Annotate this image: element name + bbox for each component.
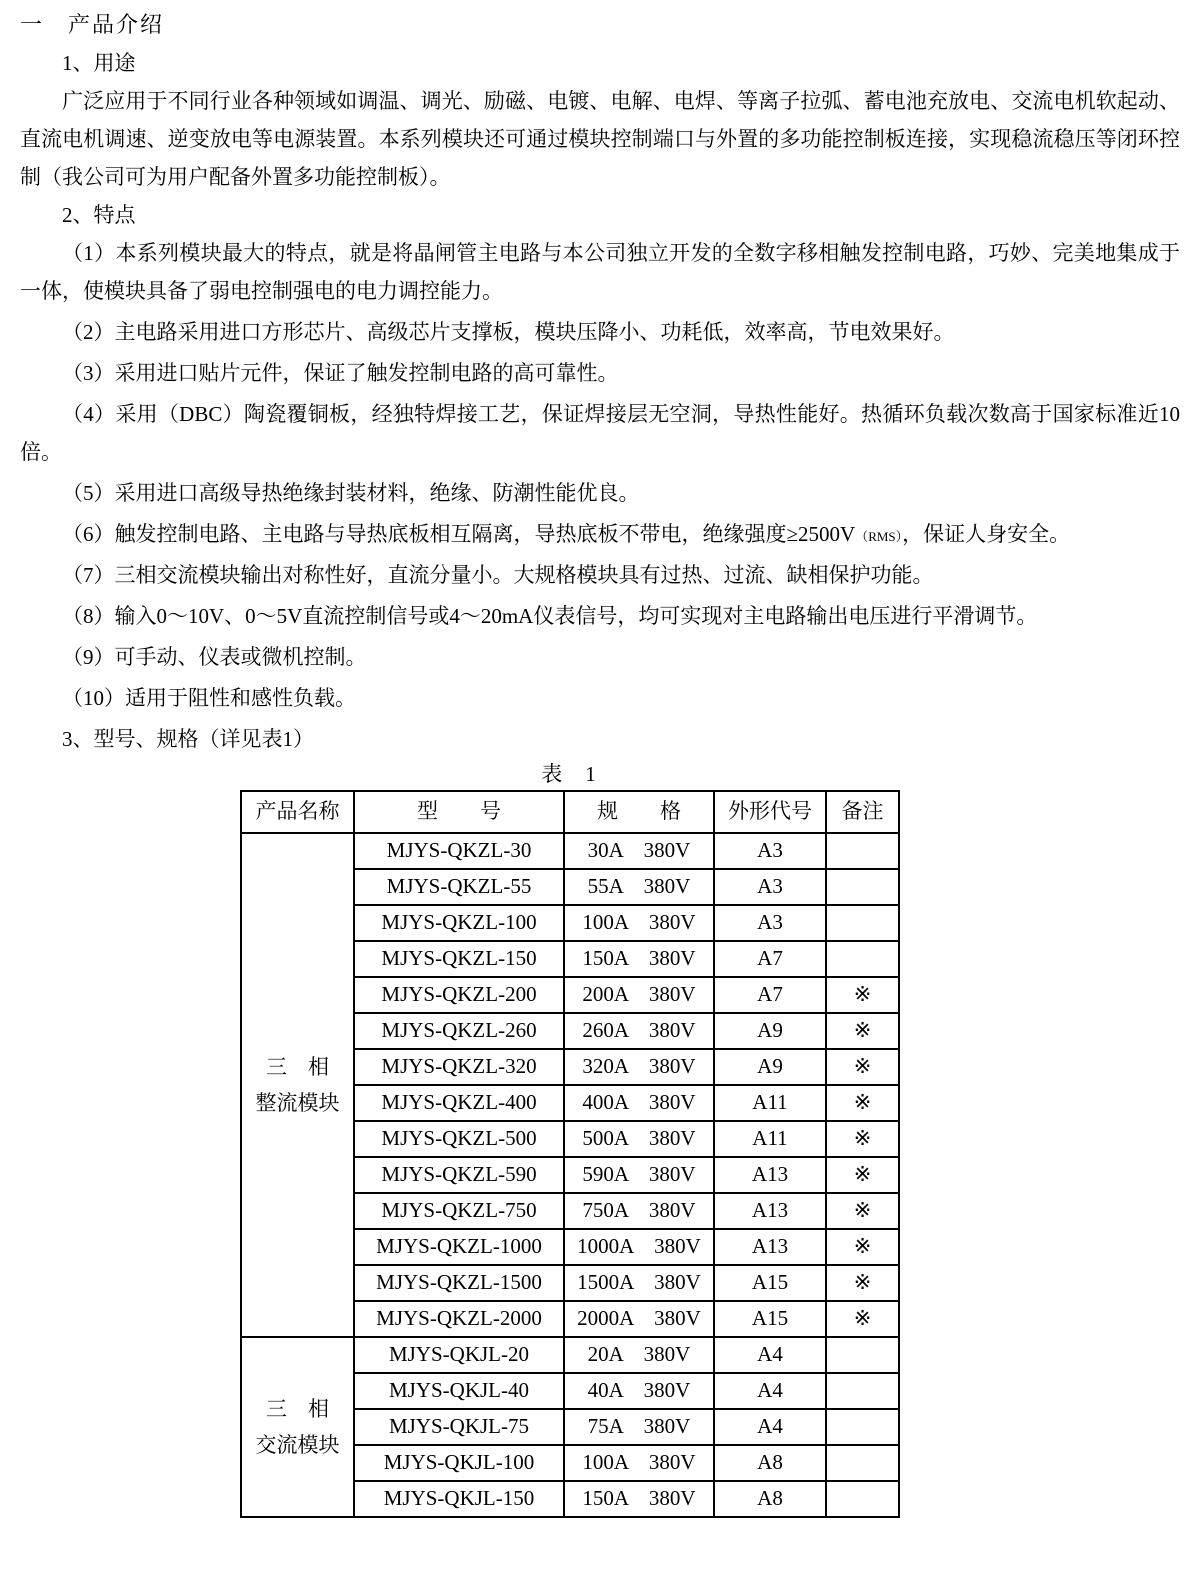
code-cell: A15 [714,1265,826,1301]
spec-cell: 1500A 380V [564,1265,714,1301]
note-cell: ※ [826,1301,899,1337]
table-row [241,833,899,869]
spec-cell: 200A 380V [564,977,714,1013]
code-cell: A3 [714,869,826,905]
feature-item-1: （1）本系列模块最大的特点，就是将晶闸管主电路与本公司独立开发的全数字移相触发控制电路，巧妙、完美地集成于一体，使模块具备了弱电控制强电的电力调控能力。 [20,241,1180,303]
note-cell [826,1373,899,1409]
feature-item-7: （7）三相交流模块输出对称性好，直流分量小。大规格模块具有过热、过流、缺相保护功能。 [62,563,934,587]
table-row [241,1337,899,1373]
note-cell: ※ [826,977,899,1013]
col-header-spec: 规 格 [564,791,714,833]
table-header-row [241,791,899,833]
feature-item-10: （10）适用于阻性和感性负载。 [62,686,356,710]
code-cell: A4 [714,1337,826,1373]
model-cell: MJYS-QKZL-30 [354,833,564,869]
model-cell: MJYS-QKZL-750 [354,1193,564,1229]
spec-cell: 1000A 380V [564,1229,714,1265]
model-cell: MJYS-QKZL-200 [354,977,564,1013]
spec-table [240,790,900,1518]
product-group-ac: 三 相 交流模块 [241,1337,354,1517]
note-cell [826,1337,899,1373]
feature-item-2: （2）主电路采用进口方形芯片、高级芯片支撑板，模块压降小、功耗低，效率高，节电效果好。 [62,320,955,344]
spec-cell: 2000A 380V [564,1301,714,1337]
col-header-code: 外形代号 [714,791,826,833]
spec-cell: 150A 380V [564,941,714,977]
spec-cell: 320A 380V [564,1049,714,1085]
note-cell [826,869,899,905]
spec-cell: 500A 380V [564,1121,714,1157]
code-cell: A9 [714,1049,826,1085]
note-cell: ※ [826,1085,899,1121]
model-cell: MJYS-QKZL-1000 [354,1229,564,1265]
feature-item-4: （4）采用（DBC）陶瓷覆铜板，经独特焊接工艺，保证焊接层无空洞，导热性能好。热循环负载次数高于国家标准近10倍。 [20,402,1180,464]
code-cell: A4 [714,1409,826,1445]
note-cell: ※ [826,1121,899,1157]
spec-cell: 260A 380V [564,1013,714,1049]
code-cell: A3 [714,833,826,869]
model-cell: MJYS-QKZL-2000 [354,1301,564,1337]
spec-cell: 30A 380V [564,833,714,869]
note-cell [826,1481,899,1517]
model-cell: MJYS-QKZL-1500 [354,1265,564,1301]
model-cell: MJYS-QKJL-100 [354,1445,564,1481]
note-cell [826,1409,899,1445]
note-cell: ※ [826,1157,899,1193]
model-cell: MJYS-QKZL-260 [354,1013,564,1049]
spec-cell: 590A 380V [564,1157,714,1193]
model-cell: MJYS-QKJL-150 [354,1481,564,1517]
spec-cell: 150A 380V [564,1481,714,1517]
note-cell [826,1445,899,1481]
section-title-features: 2、特点 [62,203,136,227]
code-cell: A4 [714,1373,826,1409]
model-cell: MJYS-QKZL-590 [354,1157,564,1193]
note-cell [826,941,899,977]
col-header-product: 产品名称 [241,791,354,833]
spec-cell: 75A 380V [564,1409,714,1445]
feature-item-5: （5）采用进口高级导热绝缘封装材料，绝缘、防潮性能优良。 [62,481,640,505]
note-cell: ※ [826,1013,899,1049]
code-cell: A13 [714,1193,826,1229]
note-cell: ※ [826,1265,899,1301]
spec-cell: 55A 380V [564,869,714,905]
model-cell: MJYS-QKZL-55 [354,869,564,905]
code-cell: A3 [714,905,826,941]
model-cell: MJYS-QKZL-400 [354,1085,564,1121]
spec-table-block [240,758,898,1518]
code-cell: A7 [714,977,826,1013]
note-cell: ※ [826,1229,899,1265]
spec-cell: 400A 380V [564,1085,714,1121]
code-cell: A8 [714,1445,826,1481]
code-cell: A8 [714,1481,826,1517]
section-title-usage: 1、用途 [62,51,136,75]
usage-paragraph: 广泛应用于不同行业各种领域如调温、调光、励磁、电镀、电解、电焊、等离子拉弧、蓄电池充放电、交流电机软起动、直流电机调速、逆变放电等电源装置。本系列模块还可通过模块控制端口与外置的多功能控制板连接，实现稳流稳压等闭环控制（我公司可为用户配备外置多功能控制板）。 [20,89,1180,189]
code-cell: A7 [714,941,826,977]
spec-cell: 100A 380V [564,905,714,941]
model-cell: MJYS-QKJL-40 [354,1373,564,1409]
code-cell: A11 [714,1121,826,1157]
spec-cell: 20A 380V [564,1337,714,1373]
feature-item-8: （8）输入0～10V、0～5V直流控制信号或4～20mA仪表信号，均可实现对主电路输出电压进行平滑调节。 [62,604,1038,628]
code-cell: A15 [714,1301,826,1337]
spec-cell: 100A 380V [564,1445,714,1481]
section-title-models: 3、型号、规格（详见表1） [62,727,314,751]
spec-cell: 750A 380V [564,1193,714,1229]
code-cell: A13 [714,1229,826,1265]
model-cell: MJYS-QKZL-320 [354,1049,564,1085]
feature-item-9: （9）可手动、仪表或微机控制。 [62,645,367,669]
code-cell: A11 [714,1085,826,1121]
model-cell: MJYS-QKZL-150 [354,941,564,977]
table-title: 表 1 [541,762,597,786]
code-cell: A9 [714,1013,826,1049]
feature-item-3: （3）采用进口贴片元件，保证了触发控制电路的高可靠性。 [62,361,619,385]
document-heading: 一 产品介绍 [20,12,165,37]
model-cell: MJYS-QKZL-100 [354,905,564,941]
product-group-rectifier: 三 相 整流模块 [241,833,354,1337]
feature-item-6: （6）触发控制电路、主电路与导热底板相互隔离，导热底板不带电，绝缘强度≥2500V（RMS），保证人身安全。 [62,522,1071,546]
model-cell: MJYS-QKJL-75 [354,1409,564,1445]
note-cell [826,833,899,869]
code-cell: A13 [714,1157,826,1193]
spec-cell: 40A 380V [564,1373,714,1409]
model-cell: MJYS-QKJL-20 [354,1337,564,1373]
col-header-note: 备注 [826,791,899,833]
model-cell: MJYS-QKZL-500 [354,1121,564,1157]
note-cell: ※ [826,1193,899,1229]
note-cell [826,905,899,941]
col-header-model: 型 号 [354,791,564,833]
rms-subscript: （RMS） [855,529,903,544]
note-cell: ※ [826,1049,899,1085]
